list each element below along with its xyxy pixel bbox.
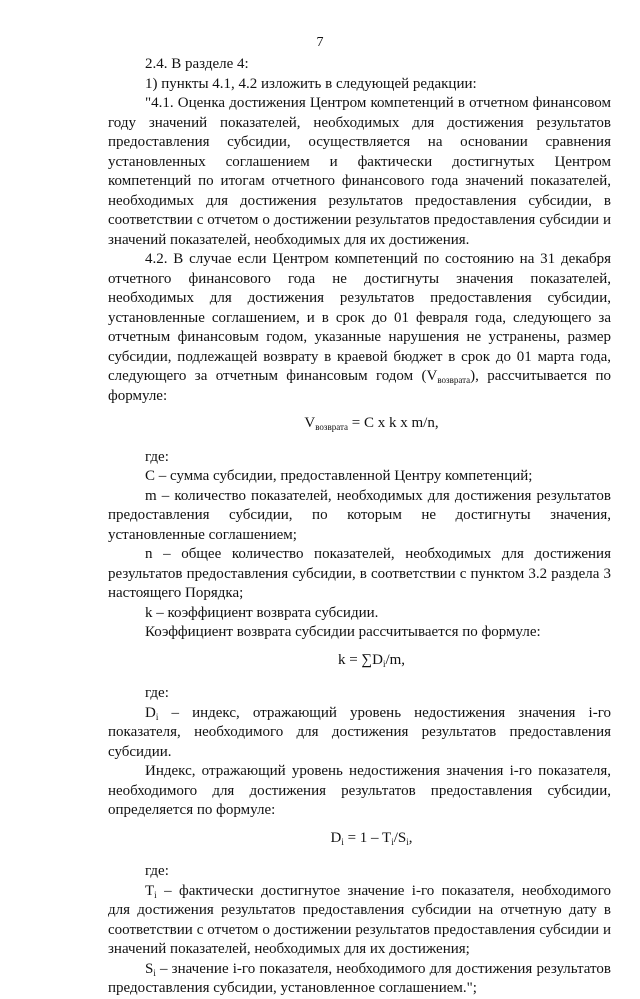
where-label: где:	[145, 863, 169, 879]
paragraph-4-2-text: 4.2. В случае если Центром компетенций по состоянию на 31 декабря отчетного финансового года не достигнуты значения показателей, необходимых для достижения результатов предоставления субсидии, установленные соглашением, и в срок до 01 февраля года, следующего за отчетным финансовым годом, указанные нарушения не устранены, размер субсидии, подлежащей возврату в краевой бюджет в срок до 01 марта года, следующего за отчетным финансовым годом (V	[108, 251, 611, 384]
page-number: 7	[316, 35, 324, 50]
formula-index-a: D	[330, 829, 342, 846]
coefficient-intro: Коэффициент возврата субсидии рассчитывается по формуле:	[145, 624, 541, 640]
definition-di-subscript: i	[155, 711, 159, 722]
formula-index-sub1: i	[341, 836, 344, 847]
definition-m: m – количество показателей, необходимых для достижения результатов предоставления субсидии, по которым не достигнуты значения, установленные соглашением;	[108, 487, 611, 543]
where-label: где:	[145, 685, 169, 701]
formula-refund-rest: = C x k x m/n,	[348, 415, 439, 431]
formula-index-sub2: i	[391, 836, 394, 847]
definition-si-subscript: i	[153, 967, 156, 978]
definition-ti-subscript: i	[154, 889, 157, 900]
formula-coefficient-b: /m,	[385, 651, 406, 668]
formula-coefficient	[108, 651, 611, 671]
definition-si-symbol: S	[145, 960, 154, 977]
paragraph-4-2-subscript: возврата	[437, 375, 471, 385]
definition-si-text: – значение i-го показателя, необходимого для достижения результатов предоставления субсидии, установленное соглашением.";	[108, 960, 611, 996]
formula-index	[108, 829, 611, 849]
definition-ti	[108, 882, 611, 960]
definition-si	[108, 960, 611, 999]
definition-n: n – общее количество показателей, необходимых для достижения результатов предоставления субсидии, в соответствии с пунктом 3.2 раздела 3 настоящего Порядка;	[108, 546, 611, 601]
formula-refund-v: V	[304, 415, 316, 431]
section-heading: 2.4. В разделе 4:	[145, 56, 249, 72]
index-intro: Индекс, отражающий уровень недостижения значения i-го показателя, необходимого для достижения результатов предоставления субсидии, определяется по формуле:	[108, 763, 611, 818]
item-intro: 1) пункты 4.1, 4.2 изложить в следующей редакции:	[145, 75, 477, 92]
paragraph-4-2	[108, 250, 611, 406]
document-body	[108, 55, 611, 999]
paragraph-4-1: "4.1. Оценка достижения Центром компетенций в отчетном финансовом году значений показателей, необходимых для достижения результатов предоставления субсидии, осуществляется на основании сравнения установленных соглашением и фактически достигнутых Центром компетенций по итогам отчетного финансового года значений показателей, необходимых для достижения результатов предоставления субсидии, в соответствии с отчетом о достижении результатов предоставления субсидии и значений показателей, необходимых для их достижения.	[108, 95, 611, 248]
formula-coefficient-a: k = ∑D	[337, 651, 383, 668]
definition-ti-symbol: T	[145, 882, 155, 899]
definition-ti-text: – фактически достигнутое значение i-го показателя, необходимого для достижения результатов предоставления субсидии на отчетную дату в соответствии с отчетом о достижении результатов предоставления субсидии и значений показателей, необходимых для их достижения;	[108, 882, 611, 957]
formula-refund-subscript: возврата	[315, 422, 349, 432]
definition-di-text: – индекс, отражающий уровень недостижения значения i-го показателя, необходимого для достижения результатов предоставления субсидии.	[108, 704, 611, 760]
where-label: где:	[145, 448, 169, 465]
definition-k: k – коэффициент возврата субсидии.	[145, 604, 379, 621]
definition-c: C – сумма субсидии, предоставленной Центру компетенций;	[145, 468, 533, 484]
formula-index-c: /S	[393, 829, 407, 846]
definition-di-symbol: D	[145, 704, 156, 721]
formula-refund	[108, 414, 611, 434]
formula-index-sub3: i	[406, 836, 409, 847]
definition-di	[108, 704, 611, 763]
formula-index-b: = 1 – T	[343, 829, 392, 846]
formula-index-d: ,	[408, 829, 413, 846]
paragraph-4-2-tail: ), рассчитывается по формуле:	[108, 368, 611, 404]
formula-coefficient-subscript: i	[382, 658, 386, 669]
